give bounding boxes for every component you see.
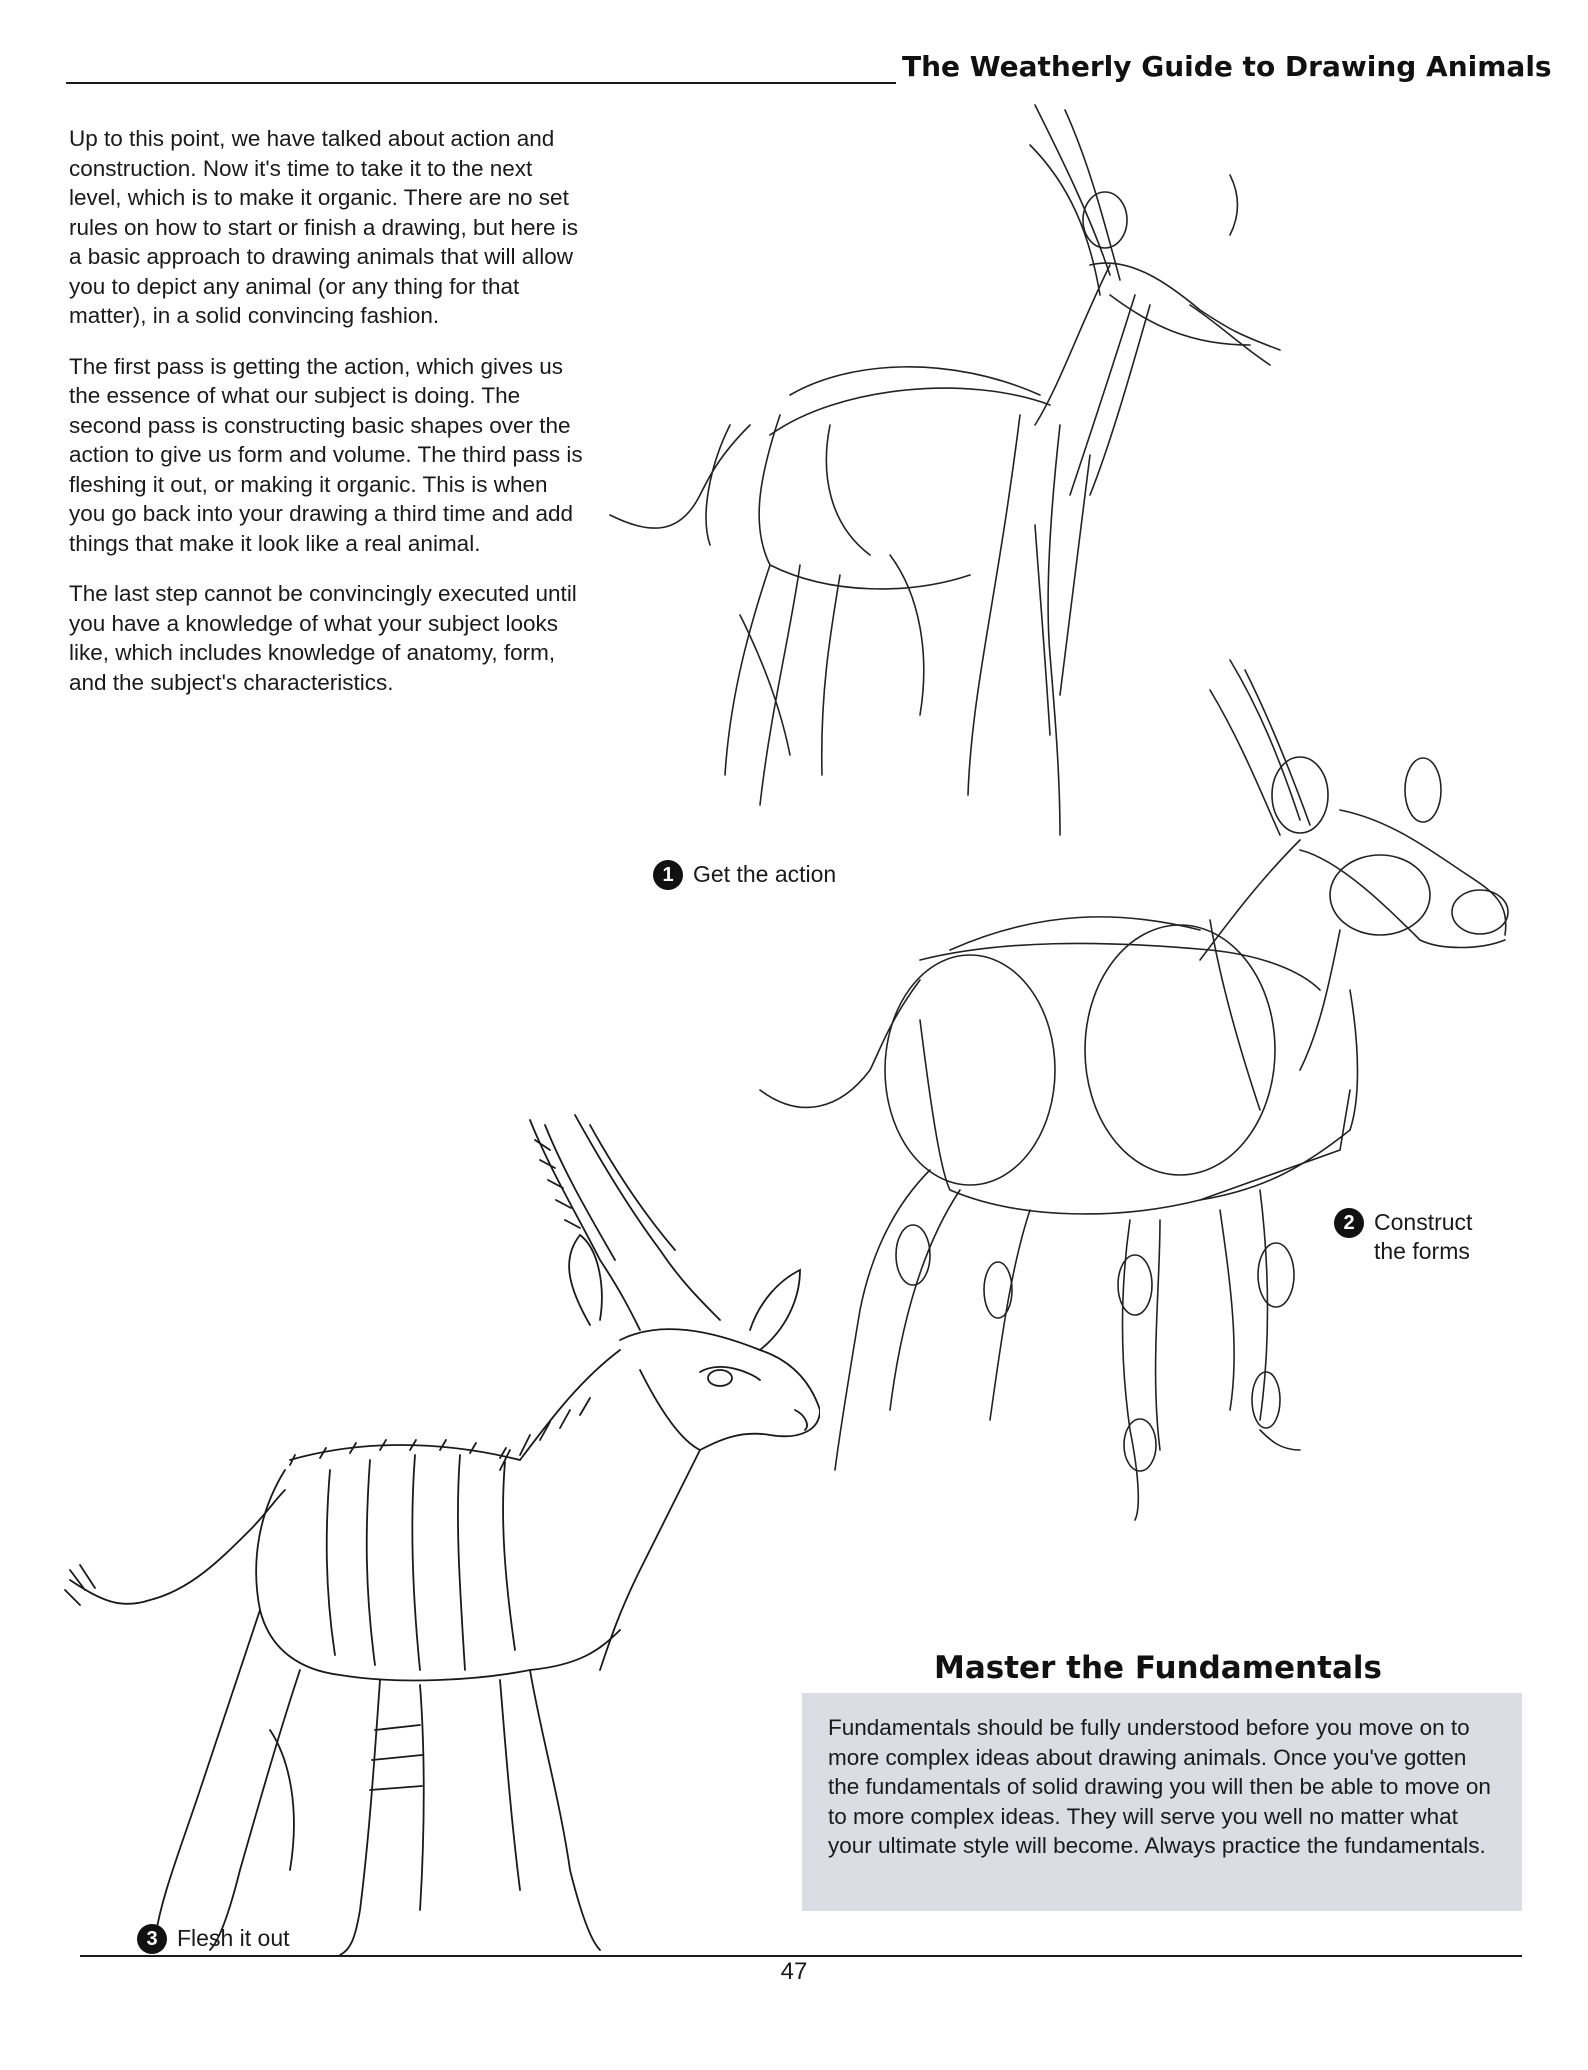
construction-sketch	[740, 650, 1540, 1530]
page-number: 47	[780, 1958, 808, 1985]
step-3-caption	[137, 1924, 290, 1954]
step-1-label: Get the action	[693, 861, 837, 887]
step-3-label: Flesh it out	[177, 1925, 290, 1951]
finished-kudu-sketch	[60, 1110, 820, 1960]
step-1-badge: 1	[653, 860, 683, 890]
intro-paragraph-3: The last step cannot be convincingly executed until you have a knowledge of what your subject looks like, which includes knowledge of anatomy, form, and the subject's characteristics.	[69, 581, 577, 695]
tip-box	[802, 1693, 1522, 1911]
step-2-label: Construct the forms	[1374, 1209, 1473, 1264]
step-2-badge: 2	[1334, 1208, 1364, 1238]
running-header-title: The Weatherly Guide to Drawing Animals	[902, 50, 1552, 83]
intro-text	[69, 124, 589, 718]
tip-body: Fundamentals should be fully understood before you move on to more complex ideas about drawing animals. Once you've gotten the fundamentals of solid drawing you will then be able to move on to more complex ideas. They will serve you well no matter what your ultimate style will become. Always practice the fundamentals.	[828, 1715, 1491, 1858]
intro-paragraph-1: Up to this point, we have talked about action and construction. Now it's time to take it to the next level, which is to make it organic. There are no set rules on how to start or finish a drawing, but here is a basic approach to drawing animals that will allow you to depict any animal (or any thing for that matter), in a solid convincing fashion.	[69, 126, 579, 328]
intro-paragraph-2: The first pass is getting the action, which gives us the essence of what our subject is doing. The second pass is constructing basic shapes over the action to give us form and volume. The third pass is fleshing it out, or making it organic. This is when you go back into your drawing a third time and add things that make it look like a real animal.	[69, 353, 583, 556]
step-2-caption	[1334, 1208, 1504, 1266]
step-3-badge: 3	[137, 1924, 167, 1954]
footer-rule	[80, 1955, 1522, 1957]
tip-title: Master the Fundamentals	[934, 1650, 1382, 1686]
header-rule	[66, 82, 896, 84]
